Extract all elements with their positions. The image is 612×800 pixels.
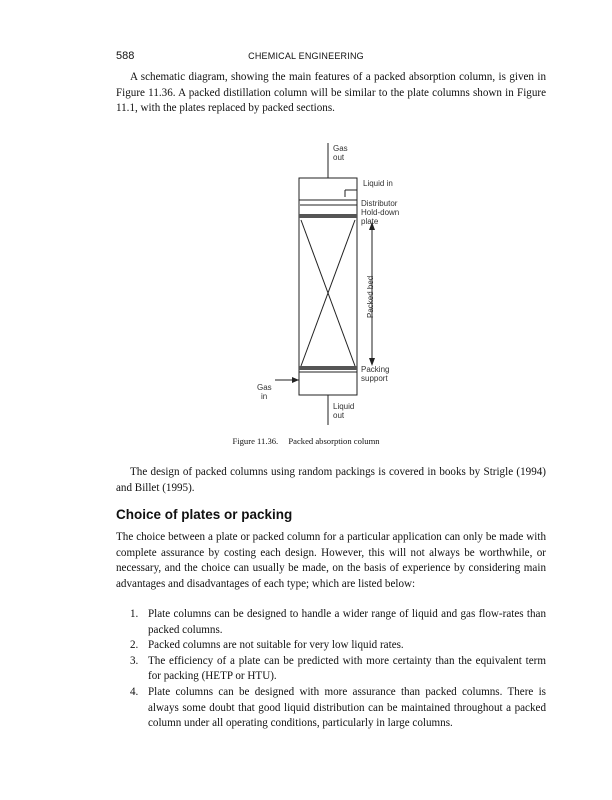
comparison-list — [130, 607, 546, 732]
label-hold-down: Hold-down — [361, 208, 400, 217]
list-item-text: Plate columns can be designed to handle a wider range of liquid and gas flow-rates than packed columns. — [148, 608, 546, 636]
figure-caption-number: Figure 11.36. — [232, 436, 279, 446]
label-packed-bed: Packed bed — [366, 275, 375, 318]
label-gas-out-2: out — [333, 153, 345, 162]
label-gas-in-2: in — [261, 392, 268, 401]
figure-caption-text: Packed absorption column — [288, 436, 380, 446]
label-hold-down-2: plate — [361, 217, 379, 226]
label-packing-support: Packing — [361, 365, 390, 374]
list-item — [130, 607, 546, 638]
running-title: CHEMICAL ENGINEERING — [248, 51, 364, 61]
choice-paragraph: The choice between a plate or packed column for a particular application can only be made with complete assurance by costing each design. However, this will not always be worthwhile, or necessary, and the choice can usually be made, on the basis of experience by considering main advantages and disadvantages of each type; which are listed below: — [116, 531, 546, 590]
figure-caption — [0, 436, 612, 446]
label-liquid-in: Liquid in — [363, 179, 393, 188]
column-bottom-head — [299, 372, 357, 395]
list-item — [130, 638, 546, 654]
label-distributor: Distributor — [361, 199, 398, 208]
label-liquid-out: Liquid — [333, 402, 355, 411]
list-item-number: 2. — [130, 639, 139, 652]
packing-support — [299, 366, 357, 370]
list-item-number: 3. — [130, 654, 139, 667]
hold-down-plate — [299, 214, 357, 218]
label-gas-in: Gas — [257, 383, 272, 392]
list-item-text: Plate columns can be designed with more assurance than packed columns. There is always some doubt that good liquid distribution can be maintained throughout a packed column under all operating conditions, particularly in large columns. — [148, 685, 546, 730]
design-paragraph: The design of packed columns using random packings is covered in books by Strigle (1994) and Billet (1995). — [116, 466, 546, 494]
list-item-number: 1. — [130, 608, 139, 620]
list-item-number: 4. — [130, 685, 139, 698]
label-gas-out: Gas — [333, 144, 348, 153]
label-liquid-out-2: out — [333, 411, 345, 420]
page-number: 588 — [116, 50, 135, 62]
gas-in-arrow — [292, 377, 299, 383]
label-packing-support-2: support — [361, 374, 388, 383]
intro-paragraph: A schematic diagram, showing the main features of a packed absorption column, is given in Figure 11.36. A packed distillation column will be similar to the plate columns shown in Figure 11.1, with the plates replaced by packed sections. — [116, 71, 546, 114]
list-item — [130, 654, 546, 685]
list-item-text: The efficiency of a plate can be predicted with more certainty than the equivalent term for packing (HETP or HTU). — [148, 654, 546, 683]
column-top-head — [299, 178, 357, 200]
list-item — [130, 685, 546, 732]
list-item-text: Packed columns are not suitable for very low liquid rates. — [148, 639, 404, 652]
section-heading: Choice of plates or packing — [116, 507, 293, 522]
